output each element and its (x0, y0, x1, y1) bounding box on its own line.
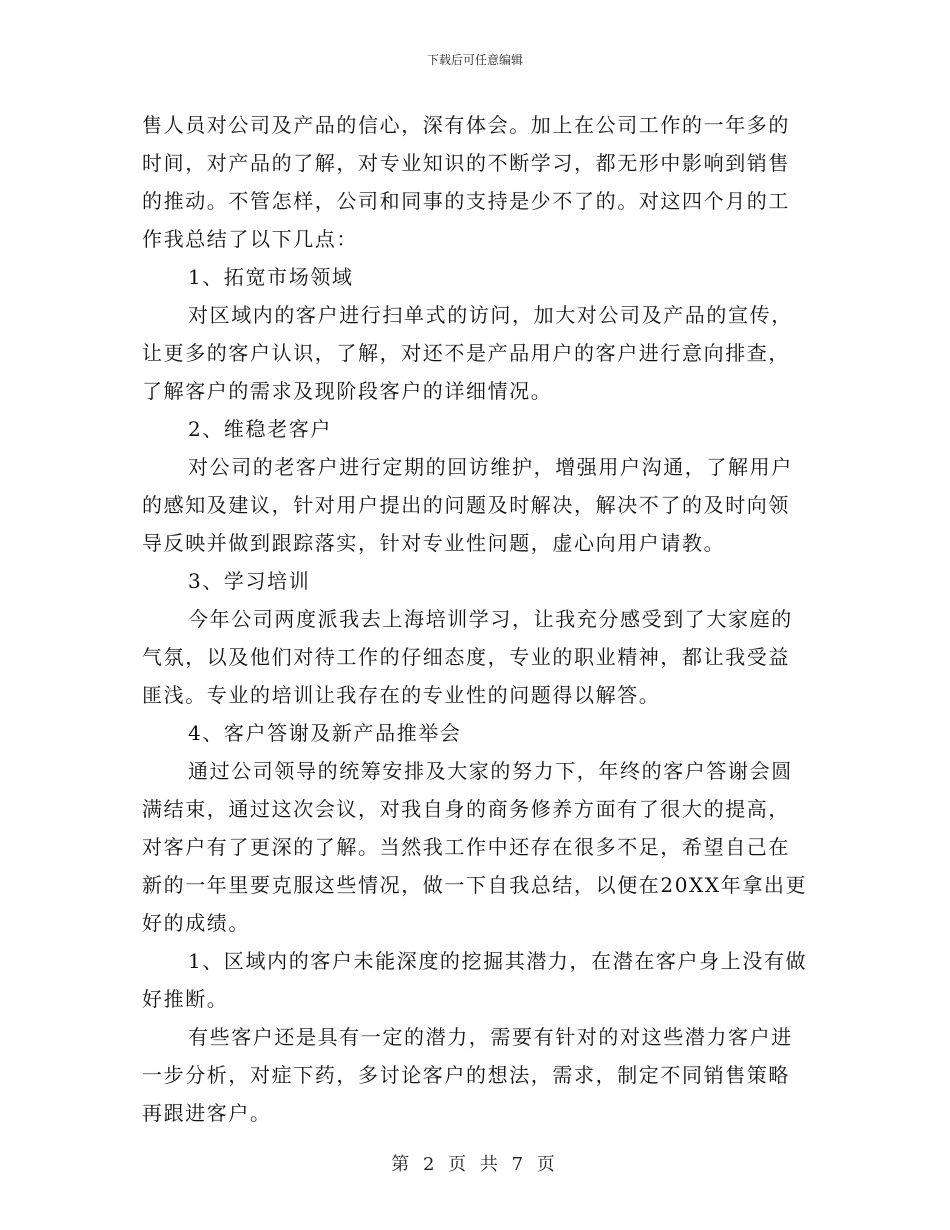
document-body (142, 106, 810, 1132)
paragraph-intro: 售人员对公司及产品的信心，深有体会。加上在公司工作的一年多的时间，对产品的了解，对专业知识的不断学习，都无形中影响到销售的推动。不管怎样，公司和同事的支持是少不了的。对这四个月的工作我总结了以下几点： (142, 113, 790, 251)
section-heading-2: 2、维稳老客户 (188, 417, 332, 441)
section-heading-3: 3、学习培训 (188, 569, 311, 593)
paragraph-potential-customers: 有些客户还是具有一定的潜力，需要有针对的对这些潜力客户进一步分析，对症下药，多讨论客户的想法，需求，制定不同销售策略再跟进客户。 (142, 1025, 793, 1125)
paragraph-training: 今年公司两度派我去上海培训学习，让我充分感受到了大家庭的气氛，以及他们对待工作的仔细态度，专业的职业精神，都让我受益匪浅。专业的培训让我存在的专业性的问题得以解答。 (142, 607, 793, 707)
page-number: 第 2 页 共 7 页 (391, 1154, 559, 1175)
page-header: 下载后可任意编辑 (426, 53, 523, 67)
paragraph-shortcoming-1: 1、区域内的客户未能深度的挖掘其潜力，在潜在客户身上没有做好推断。 (142, 949, 808, 1011)
paragraph-conference: 通过公司领导的统筹安排及大家的努力下，年终的客户答谢会圆满结束，通过这次会议，对我自身的商务修养方面有了很大的提高，对客户有了更深的了解。当然我工作中还存在很多不足，希望自己在新的一年里要克服这些情况，做一下自我总结，以便在20XX年拿出更好的成绩。 (142, 759, 808, 935)
paragraph-market: 对区域内的客户进行扫单式的访问，加大对公司及产品的宣传，让更多的客户认识，了解，对还不是产品用户的客户进行意向排查，了解客户的需求及现阶段客户的详细情况。 (142, 303, 793, 403)
section-heading-4: 4、客户答谢及新产品推举会 (188, 721, 462, 745)
paragraph-old-customers: 对公司的老客户进行定期的回访维护，增强用户沟通，了解用户的感知及建议，针对用户提出的问题及时解决，解决不了的及时向领导反映并做到跟踪落实，针对专业性问题，虚心向用户请教。 (142, 455, 793, 555)
section-heading-1: 1、拓宽市场领域 (188, 265, 354, 289)
